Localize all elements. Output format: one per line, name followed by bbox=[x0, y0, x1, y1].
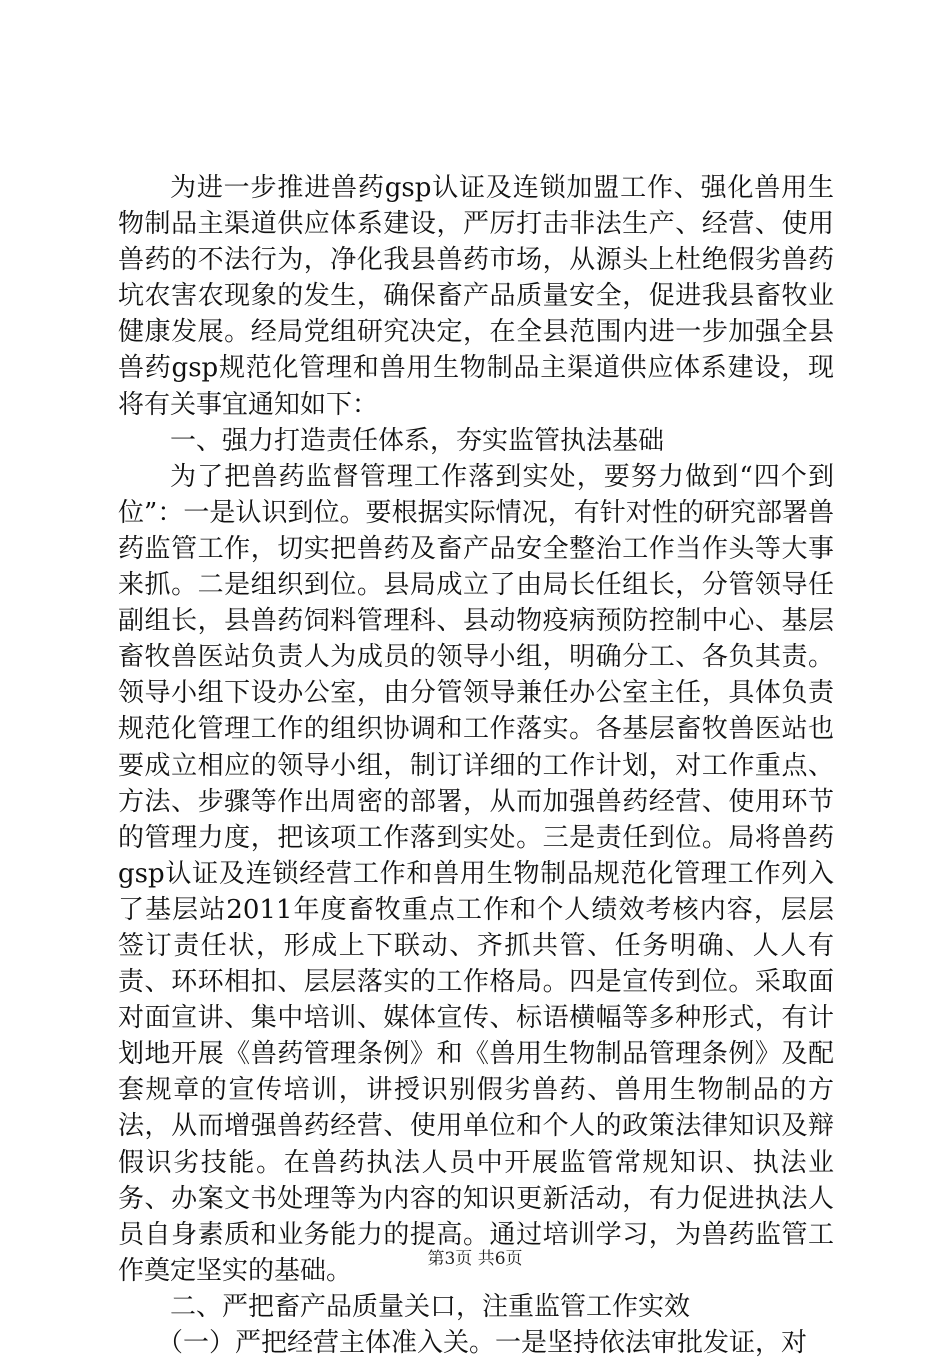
section-heading-1: 一、强力打造责任体系，夯实监管执法基础 bbox=[170, 425, 665, 456]
paragraph-subsection-1: （一）严把经营主体准入关。一是坚持依法审批发证，对 bbox=[157, 1328, 808, 1358]
section-heading-2: 二、严把畜产品质量关口，注重监管工作实效 bbox=[170, 1291, 691, 1322]
page-number-footer: 第3页 共6页 bbox=[427, 1249, 523, 1269]
paragraph-intro: 为进一步推进兽药gsp认证及连锁加盟工作、强化兽用生物制品主渠道供应体系建设，严厉打击非法生产、经营、使用兽药的不法行为，净化我县兽药市场，从源头上杜绝假劣兽药坑农害农现象的发生，确保畜产品质量安全，促进我县畜牧业健康发展。经局党组研究决定，在全县范围内进一步加强全县兽药gsp规范化管理和兽用生物制品主渠道供应体系建设，现将有关事宜通知如下： bbox=[118, 173, 834, 420]
document-body bbox=[118, 170, 834, 1361]
paragraph-section-1: 为了把兽药监督管理工作落到实处，要努力做到“四个到位”：一是认识到位。要根据实际情况，有针对性的研究部署兽药监管工作，切实把兽药及畜产品安全整治工作当作头等大事来抓。二是组织到位。县局成立了由局长任组长，分管领导任副组长，县兽药饲料管理科、县动物疫病预防控制中心、基层畜牧兽医站负责人为成员的领导小组，明确分工、各负其责。领导小组下设办公室，由分管领导兼任办公室主任，具体负责规范化管理工作的组织协调和工作落实。各基层畜牧兽医站也要成立相应的领导小组，制订详细的工作计划，对工作重点、方法、步骤等作出周密的部署，从而加强兽药经营、使用环节的管理力度，把该项工作落到实处。三是责任到位。局将兽药gsp认证及连锁经营工作和兽用生物制品规范化管理工作列入了基层站2011年度畜牧重点工作和个人绩效考核内容，层层签订责任状，形成上下联动、齐抓共管、任务明确、人人有责、环环相扣、层层落实的工作格局。四是宣传到位。采取面对面宣讲、集中培训、媒体宣传、标语横幅等多种形式，有计划地开展《兽药管理条例》和《兽用生物制品管理条例》及配套规章的宣传培训，讲授识别假劣兽药、兽用生物制品的方法，从而增强兽药经营、使用单位和个人的政策法律知识及辩假识劣技能。在兽药执法人员中开展监管常规知识、执法业务、办案文书处理等为内容的知识更新活动，有力促进执法人员自身素质和业务能力的提高。通过培训学习，为兽药监管工作奠定坚实的基础。 bbox=[118, 461, 834, 1286]
